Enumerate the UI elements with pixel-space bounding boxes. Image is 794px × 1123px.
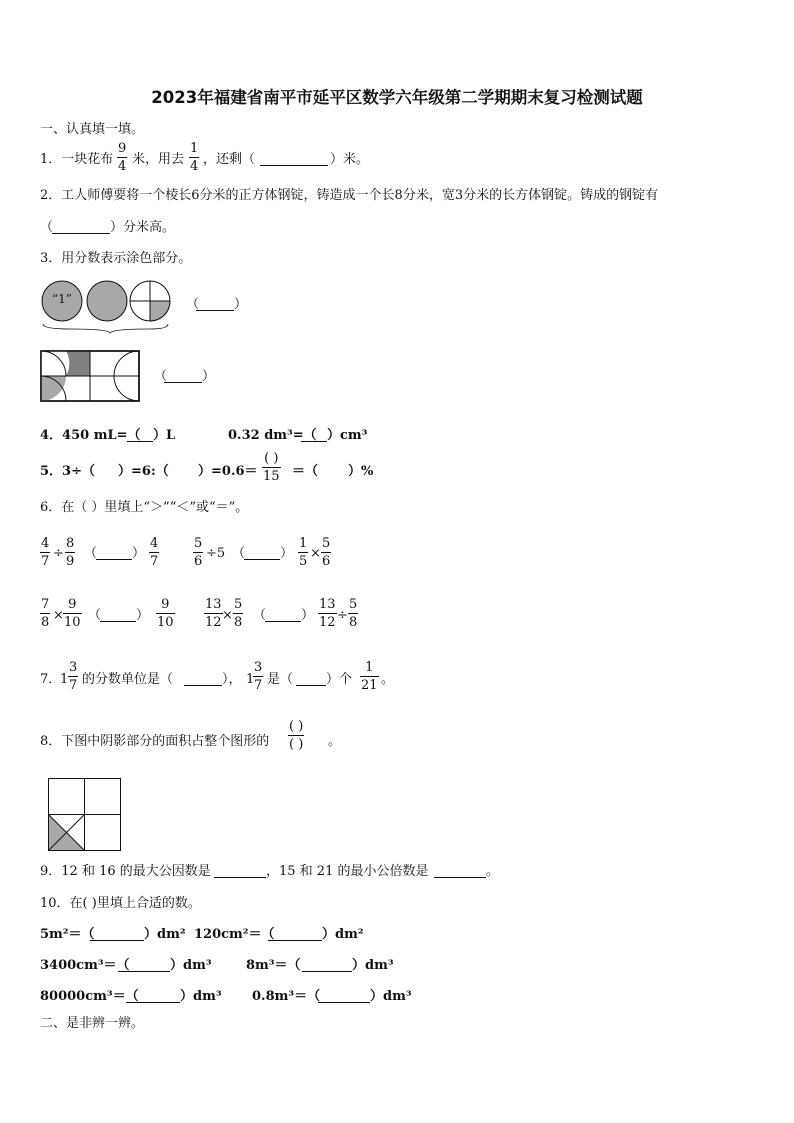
q5-part-e: ）% [348, 464, 374, 479]
q5-part-b: ）=6:（ [118, 464, 169, 479]
q9-part-b: ，15 和 21 的最小公倍数是 [266, 864, 429, 879]
q10-l2-b-blank[interactable] [302, 959, 352, 975]
q6-r2-i2-frac-c: $\frac{13}{12}$ [319, 597, 336, 630]
q6-r2-i1-op: × [53, 608, 64, 623]
q6-r2-i1-blank[interactable] [100, 609, 136, 625]
q1-fraction-2: $\frac{1}{4}$ [190, 141, 199, 174]
q10-text: 10．在( )里填上合适的数。 [40, 896, 201, 911]
q9-blank-1[interactable] [214, 865, 266, 881]
q5-part-c: ）=0.6＝ [198, 464, 258, 479]
q6-r2-i2-frac-b: $\frac{5}{8}$ [234, 597, 243, 630]
q6-r1-i2-frac-c2: $\frac{5}{6}$ [322, 536, 331, 569]
q1-fraction-1: $\frac{9}{4}$ [118, 141, 127, 174]
q3-answer-1-close: ） [234, 297, 248, 312]
q3-answer-1-blank[interactable] [196, 298, 234, 314]
q10-l1-b: 120cm²＝（ [194, 927, 275, 942]
q1-post: ，还剩（ [203, 152, 256, 167]
q6-r2-i1-frac-a: $\frac{7}{8}$ [41, 597, 50, 630]
q6-r2-i2-paren-open: （ [253, 608, 267, 623]
q7-mid-3: 是（ [267, 672, 294, 687]
q6-r1-i1-op: ÷ [53, 546, 64, 561]
q5-fraction: ( ) 15 [263, 451, 280, 484]
q1-end: ）米。 [330, 152, 370, 167]
q7-blank-2[interactable] [296, 673, 326, 689]
q3-answer-2-open: （ [154, 369, 168, 384]
q10-l1-a: 5m²＝（ [40, 927, 95, 942]
q6-r2-i2-op2: ÷ [337, 608, 348, 623]
q3-answer-2-blank[interactable] [164, 370, 202, 386]
q6-r2-i2-op: × [222, 608, 233, 623]
q6-r2-i2-frac-a: $\frac{13}{12}$ [205, 597, 222, 630]
q7-fraction-2: $\frac{3}{7}$ [254, 660, 263, 693]
q10-l3-b-blank[interactable] [318, 990, 370, 1006]
q10-l2-b: 8m³＝（ [246, 958, 301, 973]
q4-part-b-end: ）cm³ [327, 428, 368, 443]
q4-answer-a[interactable] [127, 429, 153, 445]
q7-whole-2: 1 [246, 672, 255, 687]
q5-part-d: ＝（ [292, 464, 319, 479]
page-title: 2023年福建省南平市延平区数学六年级第二学期期末复习检测试题 [151, 88, 643, 107]
q6-r1-i1-paren-close: ） [132, 546, 146, 561]
q7-mid-2: ）， [222, 672, 242, 687]
q6-r1-i1-frac-c: $\frac{4}{7}$ [150, 536, 159, 569]
q10-l3-b: 0.8m³＝（ [252, 989, 321, 1004]
q6-r1-i2-frac-a: $\frac{5}{6}$ [194, 536, 203, 569]
q10-l3-a-blank[interactable] [126, 990, 180, 1006]
q9-end: 。 [486, 864, 500, 879]
q2-open: （ [40, 220, 54, 235]
q6-r2-i2-paren-close: ） [301, 608, 315, 623]
q6-r1-i2-paren-open: （ [232, 546, 246, 561]
q6-r1-i1-blank[interactable] [96, 547, 132, 563]
q9-blank-2[interactable] [434, 865, 486, 881]
q6-r2-i2-frac-c2: $\frac{5}{8}$ [349, 597, 358, 630]
q10-l1-a-end: ）dm² [144, 927, 186, 942]
q4-part-a: 4．450 mL=（ [40, 428, 141, 443]
q6-r2-i1-paren-close: ） [136, 608, 150, 623]
q7-end: 。 [381, 672, 395, 687]
q6-r1-i1-frac-a: $\frac{4}{7}$ [41, 536, 50, 569]
q10-l2-a-end: ）dm³ [170, 958, 212, 973]
q3-circles-figure [40, 280, 180, 335]
q4-part-b: 0.32 dm³=（ [228, 428, 317, 443]
q1-mid: 米，用去 [132, 152, 185, 167]
q10-l2-b-end: ）dm³ [352, 958, 394, 973]
q10-l2-a: 3400cm³＝（ [40, 958, 130, 973]
q6-r2-i1-paren-open: （ [88, 608, 102, 623]
q6-r1-i2-blank[interactable] [244, 547, 280, 563]
q2-answer-blank[interactable] [52, 221, 110, 237]
q10-l1-b-blank[interactable] [268, 928, 322, 944]
q1-prefix: 1．一块花布 [40, 152, 114, 167]
q2-close: ）分米高。 [110, 220, 176, 235]
q7-fraction-3: $\frac{1}{21}$ [361, 660, 378, 693]
q6-r1-i1-paren-open: （ [84, 546, 98, 561]
q8-grid-figure [48, 778, 122, 852]
q7-fraction-1: $\frac{3}{7}$ [69, 660, 78, 693]
q6-r1-i2-op2: × [310, 546, 321, 561]
q6-r1-i1-frac-b: $\frac{8}{9}$ [66, 536, 75, 569]
q10-l3-a: 80000cm³＝（ [40, 989, 139, 1004]
q6-r2-i2-blank[interactable] [265, 609, 301, 625]
q7-mid-4: ）个 [326, 672, 353, 687]
q9-part-a: 9．12 和 16 的最大公因数是 [40, 864, 211, 879]
q6-r1-i2-op: ÷5 [206, 546, 226, 561]
q7-mid-1: 的分数单位是（ [82, 672, 174, 687]
q8-text: 8．下图中阴影部分的面积占整个图形的 [40, 734, 270, 749]
q3-rectangle-figure [40, 350, 140, 402]
q10-l1-a-blank[interactable] [90, 928, 144, 944]
q3-text: 3．用分数表示涂色部分。 [40, 251, 192, 266]
q3-answer-1-open: （ [186, 297, 200, 312]
q5-part-a: 5．3÷（ [40, 464, 95, 479]
q6-r1-i2-paren-close: ） [280, 546, 294, 561]
q3-answer-2-close: ） [202, 369, 216, 384]
q10-l3-b-end: ）dm³ [370, 989, 412, 1004]
q10-l1-b-end: ）dm² [322, 927, 364, 942]
section-heading-1: 一、认真填一填。 [40, 122, 145, 137]
q8-end: 。 [328, 734, 342, 749]
section-heading-2: 二、是非辨一辨。 [40, 1016, 145, 1031]
q4-answer-b[interactable] [301, 429, 327, 445]
q10-l3-a-end: ）dm³ [180, 989, 222, 1004]
q10-l2-a-blank[interactable] [118, 959, 170, 975]
q7-prefix: 7． [40, 672, 62, 687]
q3-circle-label: “1” [52, 292, 72, 306]
q6-r1-i2-frac-c1: $\frac{1}{5}$ [299, 536, 308, 569]
q8-fraction[interactable]: ( ) ( ) [289, 719, 304, 752]
q4-part-a-end: ）L [153, 428, 176, 443]
q6-r2-i1-frac-c: $\frac{9}{10}$ [157, 597, 174, 630]
q1-answer-blank[interactable] [260, 153, 328, 169]
q2-line1: 2．工人师傅要将一个棱长6分米的正方体钢锭，铸造成一个长8分米，宽3分米的长方体钢锭。铸成的钢锭有 [40, 188, 659, 203]
q6-r2-i1-frac-b: $\frac{9}{10}$ [64, 597, 81, 630]
q7-whole-1: 1 [60, 672, 69, 687]
q7-blank-1[interactable] [184, 673, 222, 689]
q6-text: 6．在（ ）里填上“＞”“＜”或“＝”。 [40, 500, 249, 515]
